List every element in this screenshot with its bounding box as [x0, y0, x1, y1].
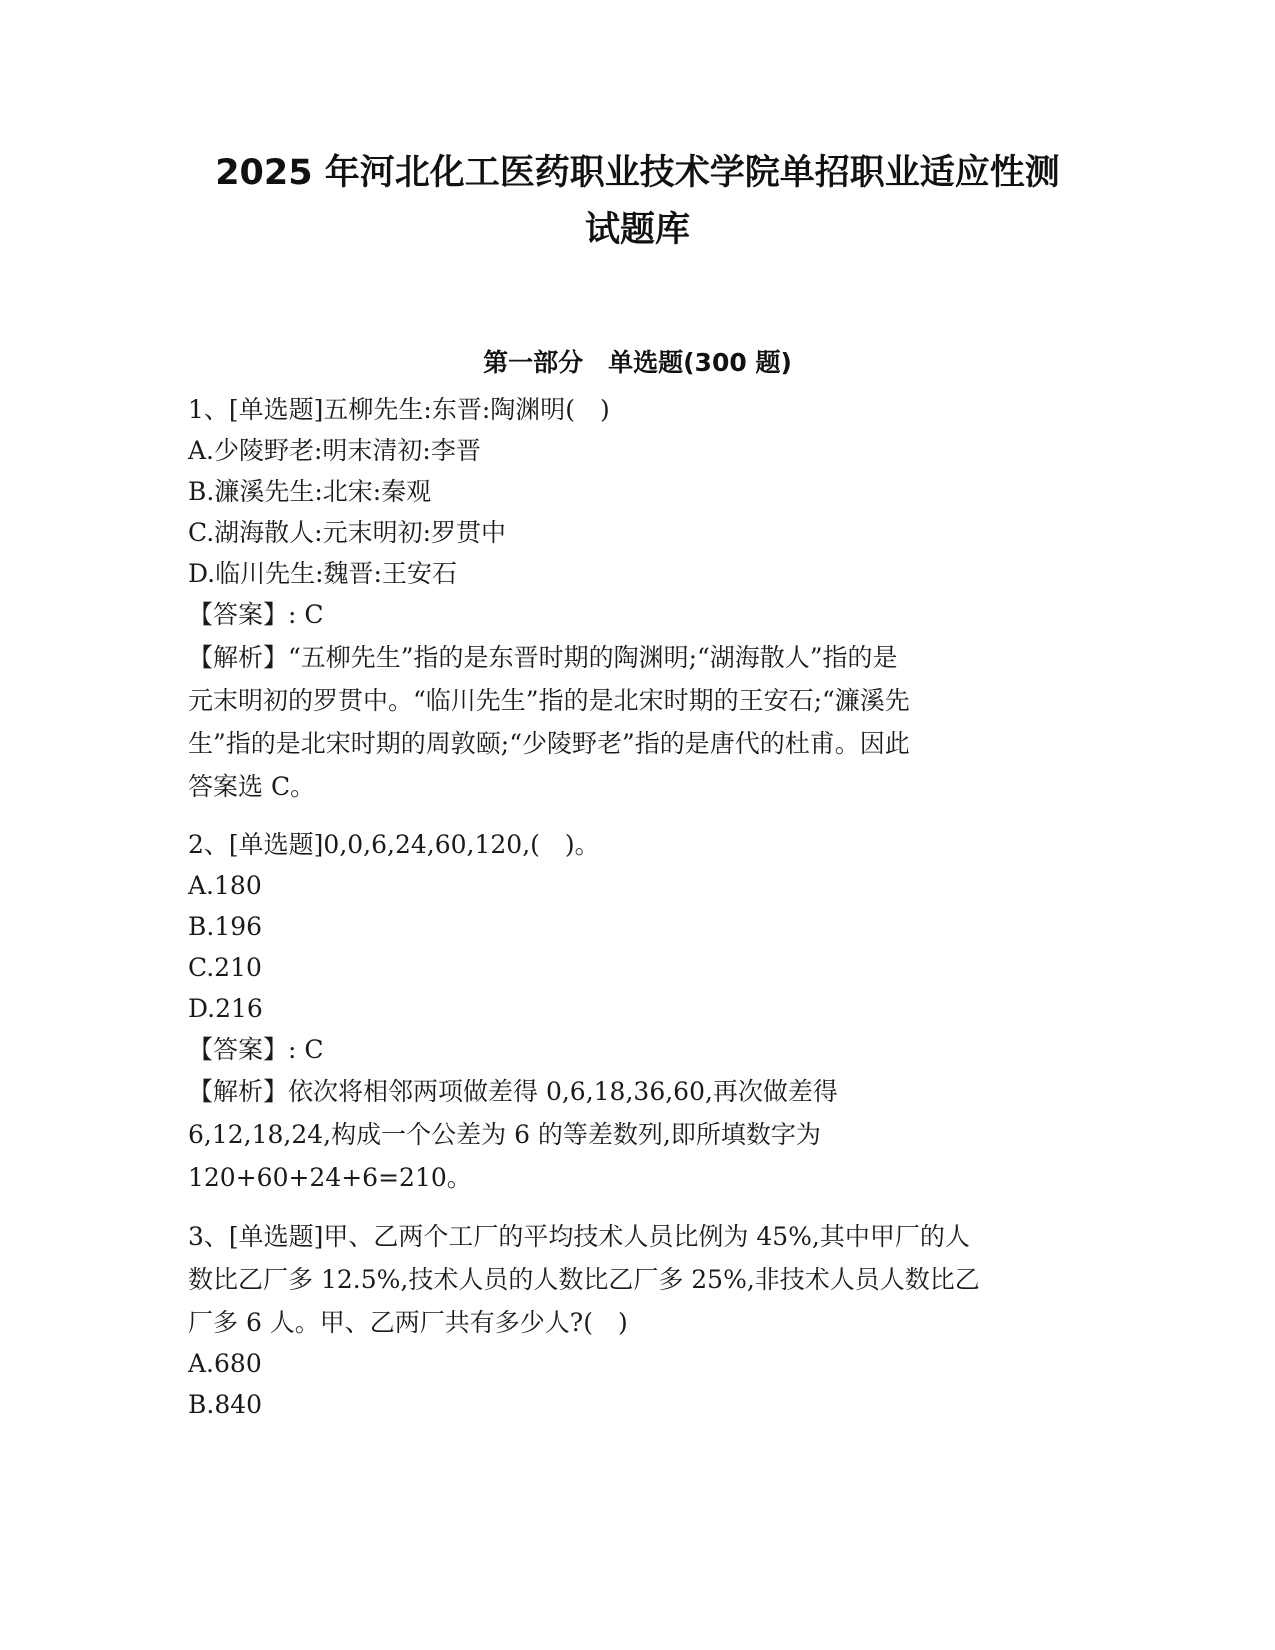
question-3-stem-line1: 3、[单选题]甲、乙两个工厂的平均技术人员比例为 45%,其中甲厂的人: [188, 1222, 970, 1251]
question-2-option-a: A.180: [188, 871, 262, 900]
question-3-stem-line3: 厂多 6 人。甲、乙两厂共有多少人?( ): [188, 1308, 628, 1337]
question-1-analysis-line4: 答案选 C。: [188, 772, 316, 801]
question-1-option-b: B.濂溪先生:北宋:秦观: [188, 477, 432, 506]
question-3-stem-line2: 数比乙厂多 12.5%,技术人员的人数比乙厂多 25%,非技术人员人数比乙: [188, 1265, 980, 1294]
question-2-option-b: B.196: [188, 912, 263, 941]
question-1-option-a: A.少陵野老:明末清初:李晋: [188, 436, 481, 465]
question-1-stem: 1、[单选题]五柳先生:东晋:陶渊明( ): [188, 395, 610, 424]
question-2-answer: 【答案】: C: [188, 1035, 324, 1064]
question-1-answer: 【答案】: C: [188, 600, 324, 629]
question-3-option-b: B.840: [188, 1390, 263, 1419]
section-heading: 第一部分 单选题(300 题): [483, 348, 792, 377]
document-title-line2: 试题库: [584, 210, 690, 250]
question-2-analysis-line1: 【解析】依次将相邻两项做差得 0,6,18,36,60,再次做差得: [188, 1077, 838, 1106]
question-2-option-d: D.216: [188, 994, 263, 1023]
question-3-option-a: A.680: [188, 1349, 262, 1378]
question-2-option-c: C.210: [188, 953, 262, 982]
question-2-analysis-line3: 120+60+24+6=210。: [188, 1163, 472, 1192]
question-1-analysis-line2: 元末明初的罗贯中。“临川先生”指的是北宋时期的王安石;“濂溪先: [188, 686, 910, 715]
question-1-analysis-line1: 【解析】“五柳先生”指的是东晋时期的陶渊明;“湖海散人”指的是: [188, 643, 898, 672]
question-1-analysis-line3: 生”指的是北宋时期的周敦颐;“少陵野老”指的是唐代的杜甫。因此: [188, 729, 910, 758]
document-title-line1: 2025 年河北化工医药职业技术学院单招职业适应性测: [215, 153, 1060, 193]
question-1-option-c: C.湖海散人:元末明初:罗贯中: [188, 518, 507, 547]
question-2-stem: 2、[单选题]0,0,6,24,60,120,( )。: [188, 830, 600, 859]
question-1-option-d: D.临川先生:魏晋:王安石: [188, 559, 457, 588]
question-2-analysis-line2: 6,12,18,24,构成一个公差为 6 的等差数列,即所填数字为: [188, 1120, 821, 1149]
